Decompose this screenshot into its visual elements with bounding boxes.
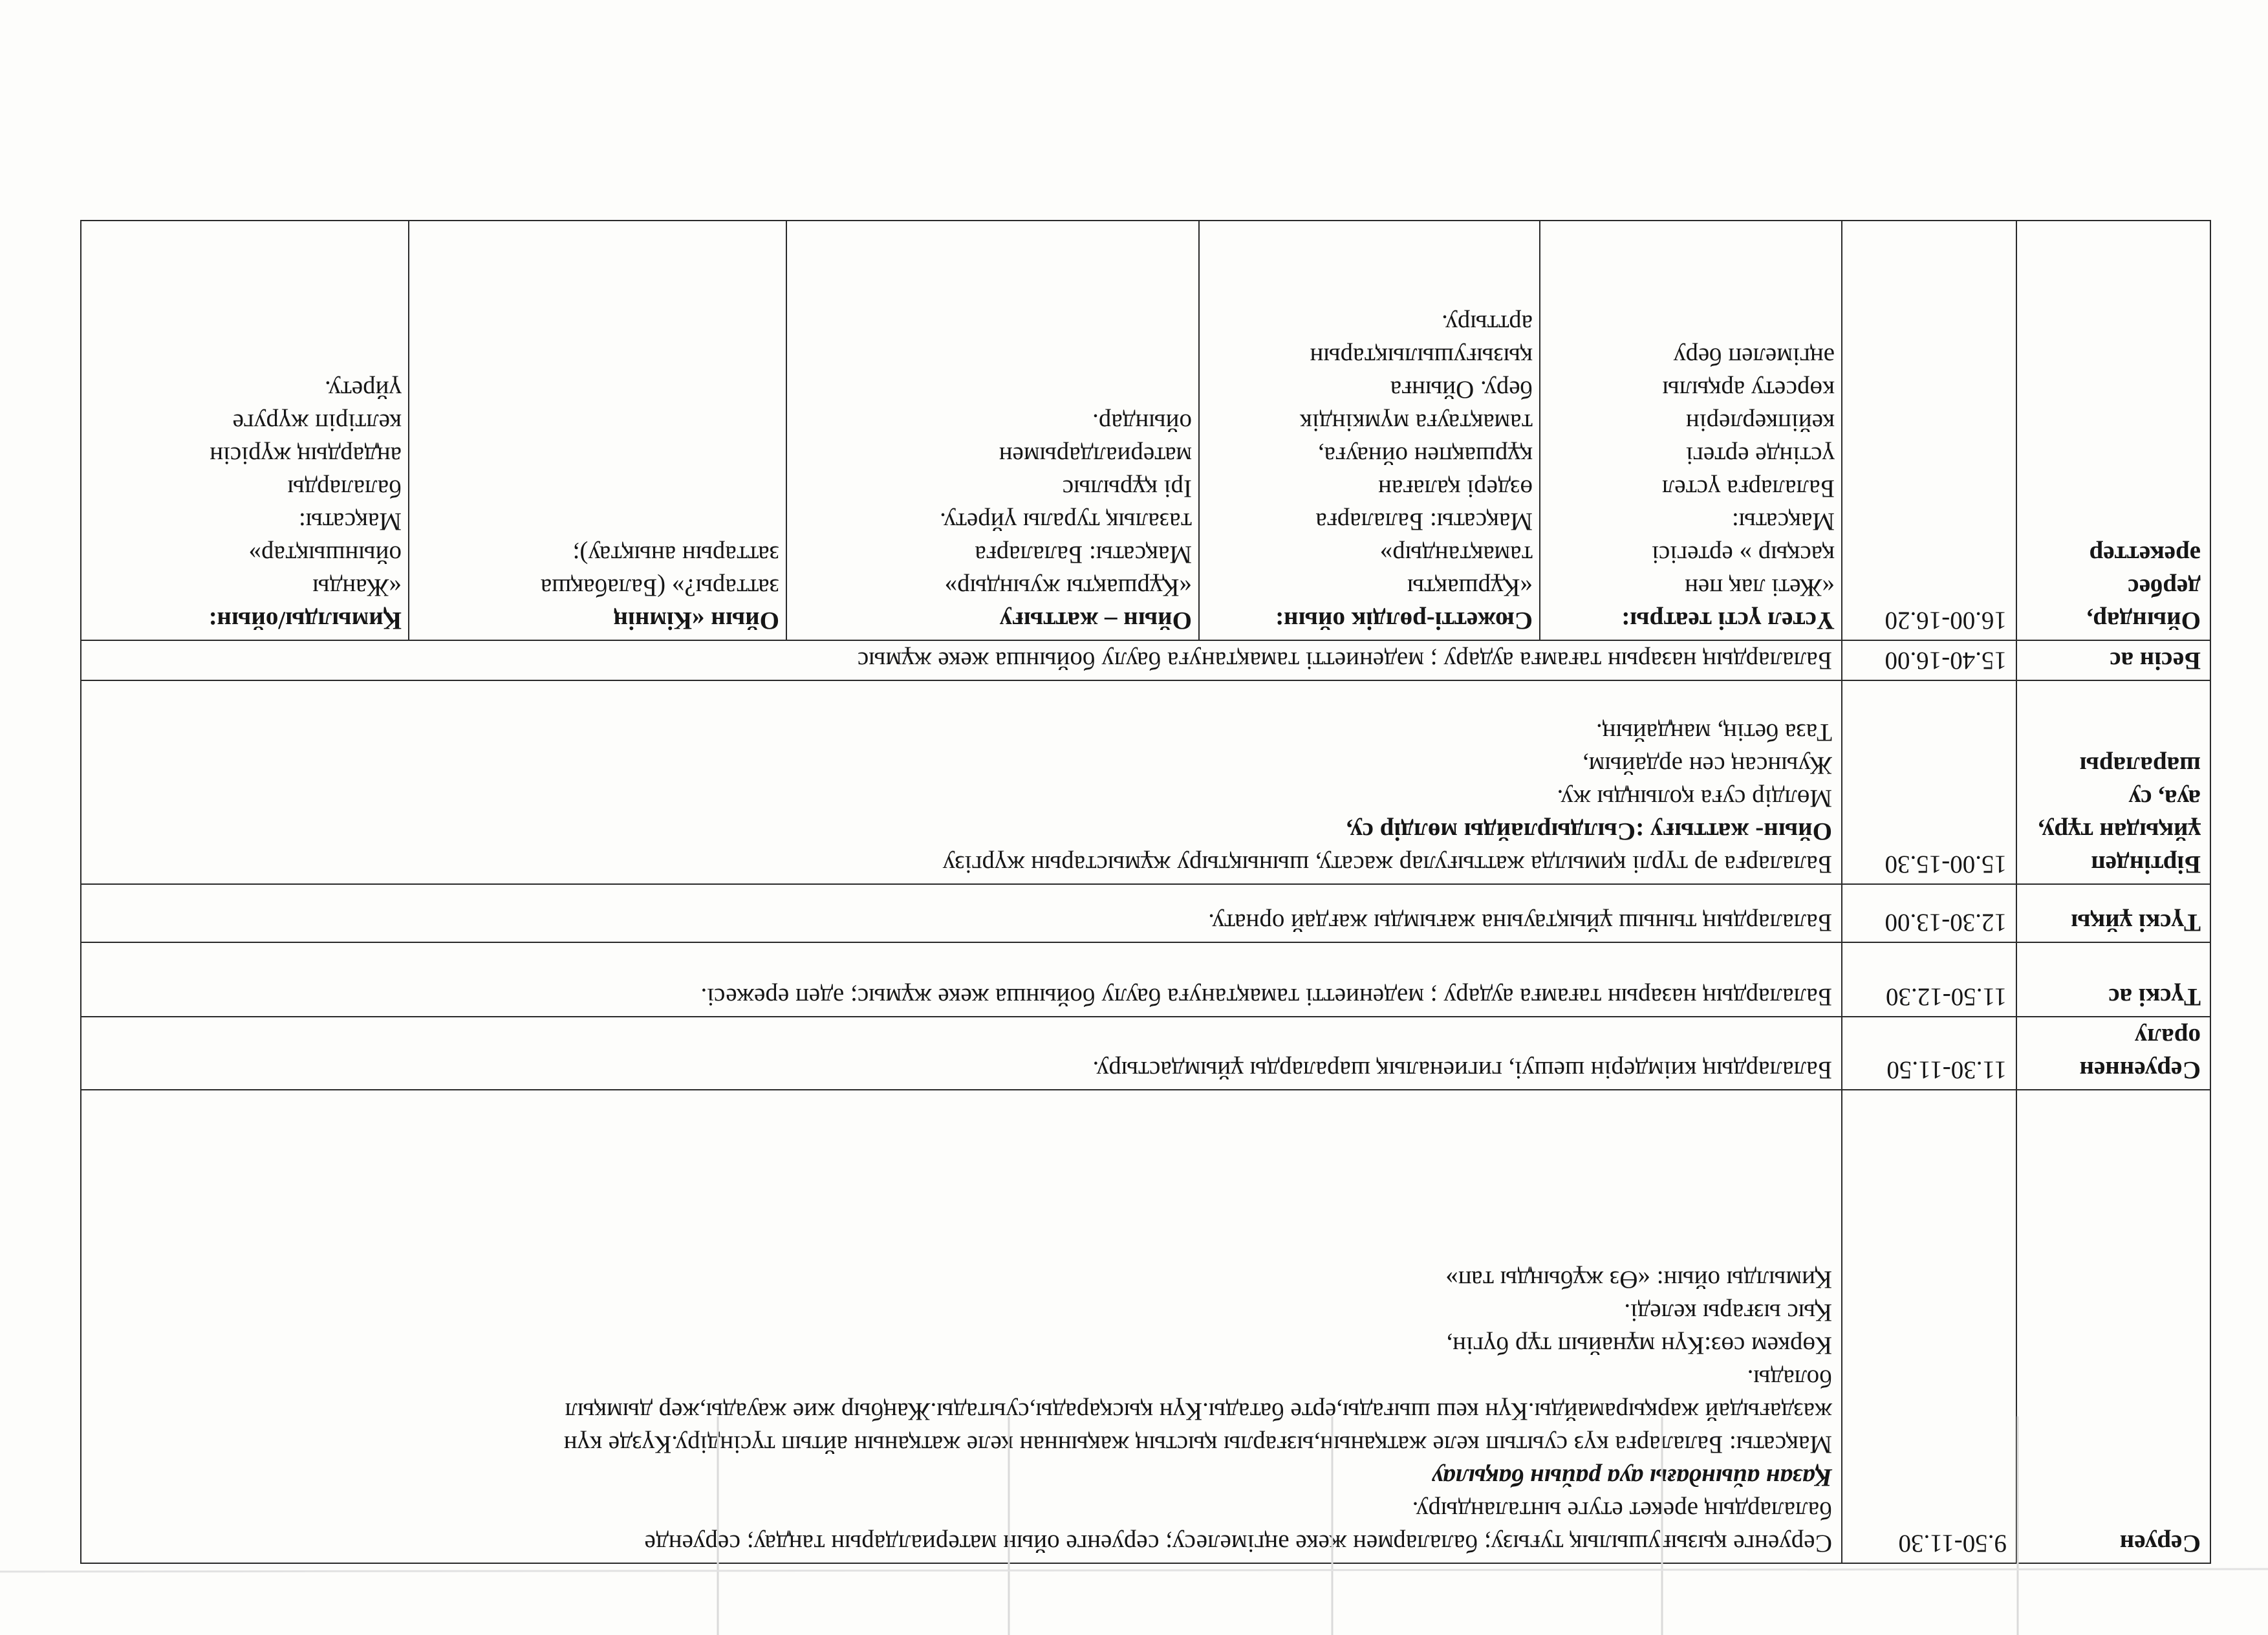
text-line: Мақсаты: Балаларға [1315, 508, 1533, 536]
text-line: құршақпен ойнауға, [1317, 442, 1533, 470]
text-line: Қыс ызғары келеді. [1624, 1299, 1832, 1326]
text-line: Балалардың тыныш ұйықтауына жағымды жағдай орнату. [1208, 909, 1832, 937]
text-line: Мөлдір суға қолыңды жу. [1557, 785, 1832, 812]
text-line: үйрету. [324, 376, 402, 404]
activity-time: 15.40-16.00 [1842, 640, 2016, 680]
text-line: Мақсаты: [1731, 508, 1835, 536]
text-line: Балаларға әр түрлі қимылда жаттығулар жасату, шынықтыру жұмыстарын жүргізу [942, 850, 1832, 878]
text-line: жаздағыдай жарқырамайды.Күн кеш шығады,ерте батады.Күн қысқарады,суытады.Жаңбыр жие жауады,жер дымқыл [565, 1398, 1832, 1425]
activity-title: Ойын «Кімнің [613, 607, 779, 634]
text-line: Мақсаты: Балаларға күз суытып келе жатқанын,ызғарлы қыстың жақыннан келе жатқанын айтып түсіндіру.Күзде күн [563, 1431, 1832, 1458]
text-line: Көркем сөз:Күн мұнайып тұр бүгін, [1446, 1332, 1832, 1359]
schedule-row-return [81, 1017, 2210, 1090]
activity-title: Ойын – жаттығу [999, 607, 1192, 634]
text-line: қасқыр » ертегісі [1652, 541, 1835, 568]
activity-name: Ойындар, дербес әрекеттер [2016, 221, 2210, 640]
activity-time: 15.00-15.30 [1842, 680, 2016, 884]
text-line: «Құршақты [1407, 574, 1533, 601]
activity-name: Біртіндеп ұйқыдан тұру, ауа, су шаралары [2016, 680, 2210, 884]
activity-name: Түскі ас [2016, 942, 2210, 1017]
text-line: тазалық туралы үйрету. [940, 508, 1192, 536]
text-line: Балалардың назарын тағамға аудару ; мәдениетті тамақтануға баулу бойынша жеке жұмыс [857, 647, 1832, 675]
text-line: материалдарымен [999, 442, 1192, 470]
activities-subtable [81, 221, 1841, 640]
text-line: әңгімелеп беру [1673, 343, 1835, 371]
activity-name: Серуеннен оралу [2016, 1017, 2210, 1090]
text-line: ойындар. [1092, 409, 1192, 437]
activity-description [81, 640, 1842, 680]
text-line: Мақсаты: Балаларға [975, 541, 1192, 568]
activity-game-exercise [786, 221, 1199, 640]
observation-heading: Қазан айындағы ауа райын бақылау [1432, 1464, 1832, 1491]
text-line: Жуынсаң сен әрдайым, [1582, 752, 1832, 779]
activities-grid [81, 221, 1842, 640]
text-line: заттарын анықтау); [572, 541, 779, 568]
text-line: үстінде ертегі [1686, 442, 1835, 470]
text-line: «Жеті лақ пен [1685, 574, 1835, 601]
activity-movement-game [81, 221, 409, 640]
activity-tabletop-theatre [1540, 221, 1841, 640]
activity-time: 9.50-11.30 [1842, 1090, 2016, 1563]
activity-whose-things-game [409, 221, 786, 640]
activity-name: Түскі ұйқы [2016, 884, 2210, 942]
activity-name: Серуен [2016, 1090, 2210, 1563]
activity-description [81, 942, 1842, 1017]
text-line: ойыншықтар» [248, 541, 402, 568]
text-line: балалардың әрекет етуге ынталандыру. [1412, 1497, 1832, 1524]
activity-title: Үстел үсті театры: [1621, 607, 1835, 634]
text-line: аңдардың жүрісін [210, 442, 402, 470]
text-line: қызығушылықтарын [1310, 343, 1533, 371]
schedule-row-wakeup [81, 680, 2210, 884]
daily-schedule-table [80, 220, 2211, 1564]
activity-name: Бесін ас [2016, 640, 2210, 680]
activity-description [81, 680, 1842, 884]
activity-title: Сюжетті-рөлдік ойын: [1275, 607, 1533, 634]
exercise-title: Ойын- жаттығу :Сылдырлайды мөлдір су, [1346, 817, 1832, 845]
schedule-row-games [81, 221, 2210, 640]
activity-time: 16.00-16.20 [1842, 221, 2016, 640]
schedule-row-lunch [81, 942, 2210, 1017]
text-line: «Жанды [312, 574, 402, 601]
text-line: беру. Ойынға [1390, 376, 1533, 404]
text-line: тамақтандыр» [1379, 541, 1533, 568]
activity-time: 11.30-11.50 [1842, 1017, 2016, 1090]
text-line: заттары?» (Балабақша [540, 574, 779, 601]
schedule-row-nap [81, 884, 2210, 942]
text-line: Серуенге қызығушылық туғызу; балалармен жеке әңгімелесу; серуенге ойын материалдарын таңдау; серуенде [644, 1530, 1832, 1557]
activity-description [81, 1017, 1842, 1090]
text-line: Мақсаты: [298, 508, 402, 536]
activity-title: Қимылды/ойын: [208, 607, 402, 634]
text-line: өздері қалаған [1378, 475, 1533, 503]
text-line: Қимылды ойын: «Өз жұбыңды тап» [1445, 1266, 1832, 1294]
text-line: Балалардың назарын тағамға аудару ; мәдениетті тамақтануға баулу бойынша жеке жұмыс; әдеп ережесі. [700, 983, 1832, 1011]
activity-time: 11.50-12.30 [1842, 942, 2016, 1017]
activity-role-play [1199, 221, 1540, 640]
text-line: Таза бетің, маңдайың. [1596, 719, 1832, 746]
text-line: балаларды [287, 475, 402, 503]
text-line: кейіпкерлерін [1685, 409, 1835, 437]
text-line: көрсету арқылы [1662, 376, 1835, 404]
text-line: «Құршақты жуындыр» [944, 574, 1192, 601]
text-line: болады. [1747, 1365, 1832, 1392]
schedule-row-snack [81, 640, 2210, 680]
activity-description [81, 884, 1842, 942]
text-line: Балаларға үстел [1661, 475, 1835, 503]
text-line: Ірі құрылыс [1062, 475, 1192, 503]
text-line: тамақтауға мүмкіндік [1299, 409, 1533, 437]
text-line: арттыру. [1442, 310, 1533, 338]
bleed-through-lines [0, 1416, 2268, 1635]
text-line: Балалардың киімдерін шешуі, гигиеналық шараларды ұйымдастыру. [1092, 1056, 1832, 1084]
activity-time: 12.30-13.00 [1842, 884, 2016, 942]
text-line: келтіріп жүруге [232, 409, 402, 437]
